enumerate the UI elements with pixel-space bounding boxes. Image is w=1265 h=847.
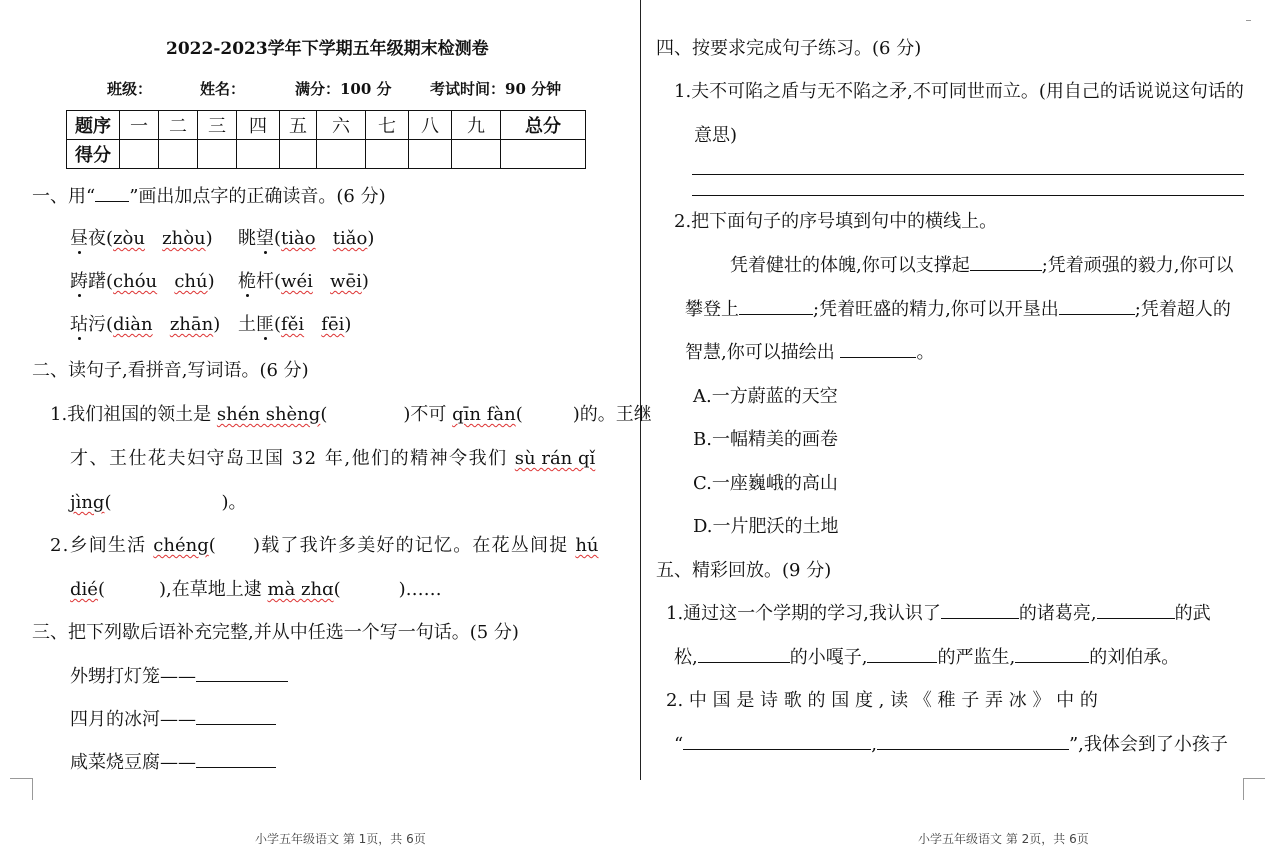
class-field: 班级： [107, 80, 153, 98]
section-1-heading: 一、用“ ”画出加点字的正确读音。(6 分) [32, 186, 386, 207]
full-score: 满分：100 分 [295, 80, 392, 98]
pinyin-option[interactable]: tiǎo [332, 228, 368, 249]
score-cell[interactable] [501, 140, 586, 169]
table-col-7: 七 [366, 111, 409, 140]
s2-q2-line1: 2.乡间生活 chéng( )载了我许多美好的记忆。在花丛间捉 hú [50, 535, 599, 556]
score-cell[interactable] [280, 140, 317, 169]
table-col-3: 三 [198, 111, 237, 140]
score-cell[interactable] [409, 140, 452, 169]
s5-q2-line1: 2. 中 国 是 诗 歌 的 国 度 , 读 《 稚 子 弄 冰 》 中 的 [666, 690, 1098, 711]
pinyin-item-3: 踌躇(chóu chú) [70, 271, 215, 292]
pinyin-option[interactable]: diàn [113, 314, 153, 335]
section-3-heading: 三、把下列歇后语补充完整,并从中任选一个写一句话。(5 分) [32, 622, 519, 643]
table-col-2: 二 [159, 111, 198, 140]
pinyin-option[interactable]: chóu [113, 271, 158, 292]
page-footer-left: 小学五年级语文 第 1页，共 6页 [255, 832, 426, 846]
pinyin-option[interactable]: chú [174, 271, 208, 292]
section-2-heading: 二、读句子,看拼音,写词语。(6 分) [32, 360, 309, 381]
s4-q2: 2.把下面句子的序号填到句中的横线上。 [674, 211, 998, 232]
score-cell[interactable] [366, 140, 409, 169]
score-cell[interactable] [198, 140, 237, 169]
pinyin-option[interactable]: fěi [281, 314, 305, 335]
pinyin-option[interactable]: wēi [330, 271, 362, 292]
answer-line[interactable] [698, 646, 790, 663]
crop-mark [10, 778, 32, 779]
passage-line-1: 凭着健壮的体魄,你可以支撑起 ;凭着顽强的毅力,你可以 [730, 255, 1234, 276]
answer-line[interactable] [877, 733, 1069, 750]
score-cell[interactable] [452, 140, 501, 169]
exam-time: 考试时间：90 分钟 [430, 80, 562, 98]
s2-q2-line2: dié( ),在草地上逮 mà zhɑ( )…… [70, 579, 442, 600]
name-field: 姓名： [200, 80, 246, 98]
s5-q2-line2: “ , ”,我体会到了小孩子 [674, 734, 1228, 755]
score-table [66, 110, 586, 169]
pinyin-item-6: 土匪(fěi fēi) [238, 314, 352, 335]
score-cell[interactable] [120, 140, 159, 169]
answer-line[interactable] [692, 174, 1244, 175]
answer-line[interactable] [1059, 298, 1135, 315]
pinyin-option[interactable]: zhān [169, 314, 214, 335]
score-table-score-row [67, 140, 586, 169]
answer-line[interactable] [739, 298, 813, 315]
exam-title: 2022-2023学年下学期五年级期末检测卷 [166, 39, 489, 59]
pinyin-option[interactable]: zòu [113, 228, 145, 249]
crop-mark [32, 778, 33, 800]
table-score-label: 得分 [67, 140, 120, 169]
table-col-5: 五 [280, 111, 317, 140]
idiom-item-2: 四月的冰河—— [70, 705, 276, 731]
score-cell[interactable] [237, 140, 280, 169]
table-col-4: 四 [237, 111, 280, 140]
idiom-item-1: 外甥打灯笼—— [70, 662, 288, 688]
pinyin-item-2: 眺望(tiào tiǎo) [238, 228, 375, 249]
answer-line[interactable] [196, 708, 276, 725]
crop-mark [1243, 778, 1265, 779]
s4-q1-line2: 意思) [694, 125, 738, 146]
s2-q1-line1: 1.我们祖国的领土是 shén shèng( )不可 qīn fàn( )的。王继 [50, 404, 652, 425]
answer-line[interactable] [1097, 602, 1175, 619]
pinyin-item-5: 玷污(diàn zhān) [70, 314, 221, 335]
answer-line[interactable] [196, 751, 276, 768]
pinyin-item-1: 昼夜(zòu zhòu) [70, 228, 213, 249]
pinyin-item-4: 桅杆(wéi wēi) [238, 271, 369, 292]
pinyin-option[interactable]: zhòu [162, 228, 206, 249]
option-b: B.一幅精美的画卷 [693, 429, 838, 450]
score-cell[interactable] [317, 140, 366, 169]
crop-mark [1243, 778, 1244, 800]
s2-q1-line3: jìng( )。 [70, 492, 247, 513]
table-col-1: 一 [120, 111, 159, 140]
s5-q1-line1: 1.通过这一个学期的学习,我认识了 的诸葛亮, 的武 [666, 603, 1211, 624]
section-4-heading: 四、按要求完成句子练习。(6 分) [656, 38, 922, 59]
passage-line-3: 智慧,你可以描绘出 。 [685, 342, 935, 363]
passage-line-2: 攀登上 ;凭着旺盛的精力,你可以开垦出 ;凭着超人的 [685, 299, 1231, 320]
page-footer-right: 小学五年级语文 第 2页，共 6页 [918, 832, 1089, 846]
pinyin-option[interactable]: fēi [321, 314, 345, 335]
score-table-header-row [67, 111, 586, 140]
idiom-item-3: 咸菜烧豆腐—— [70, 748, 276, 774]
table-header-label: 题序 [67, 111, 120, 140]
score-cell[interactable] [159, 140, 198, 169]
underline-sample [95, 185, 129, 202]
answer-line[interactable] [867, 646, 937, 663]
answer-line[interactable] [970, 254, 1042, 271]
section-5-heading: 五、精彩回放。(9 分) [656, 560, 832, 581]
option-a: A.一方蔚蓝的天空 [693, 386, 838, 407]
s5-q1-line2: 松, 的小嘎子, 的严监生, 的刘伯承。 [674, 647, 1180, 668]
answer-line[interactable] [1015, 646, 1089, 663]
crop-mark [1246, 20, 1251, 21]
s2-q1-line2: 才、王仕花夫妇守岛卫国 32 年,他们的精神令我们 sù rán qǐ [70, 448, 596, 469]
answer-line[interactable] [196, 665, 288, 682]
pinyin-option[interactable]: wéi [281, 271, 313, 292]
option-d: D.一片肥沃的土地 [693, 516, 839, 537]
answer-line[interactable] [692, 195, 1244, 196]
page-divider [640, 0, 641, 780]
answer-line[interactable] [840, 341, 916, 358]
table-total: 总分 [501, 111, 586, 140]
answer-line[interactable] [683, 733, 871, 750]
pinyin-option[interactable]: tiào [281, 228, 316, 249]
s4-q1-line1: 1.夫不可陷之盾与无不陷之矛,不可同世而立。(用自己的话说说这句话的 [674, 81, 1244, 102]
answer-line[interactable] [941, 602, 1019, 619]
table-col-8: 八 [409, 111, 452, 140]
table-col-6: 六 [317, 111, 366, 140]
option-c: C.一座巍峨的高山 [693, 473, 838, 494]
table-col-9: 九 [452, 111, 501, 140]
